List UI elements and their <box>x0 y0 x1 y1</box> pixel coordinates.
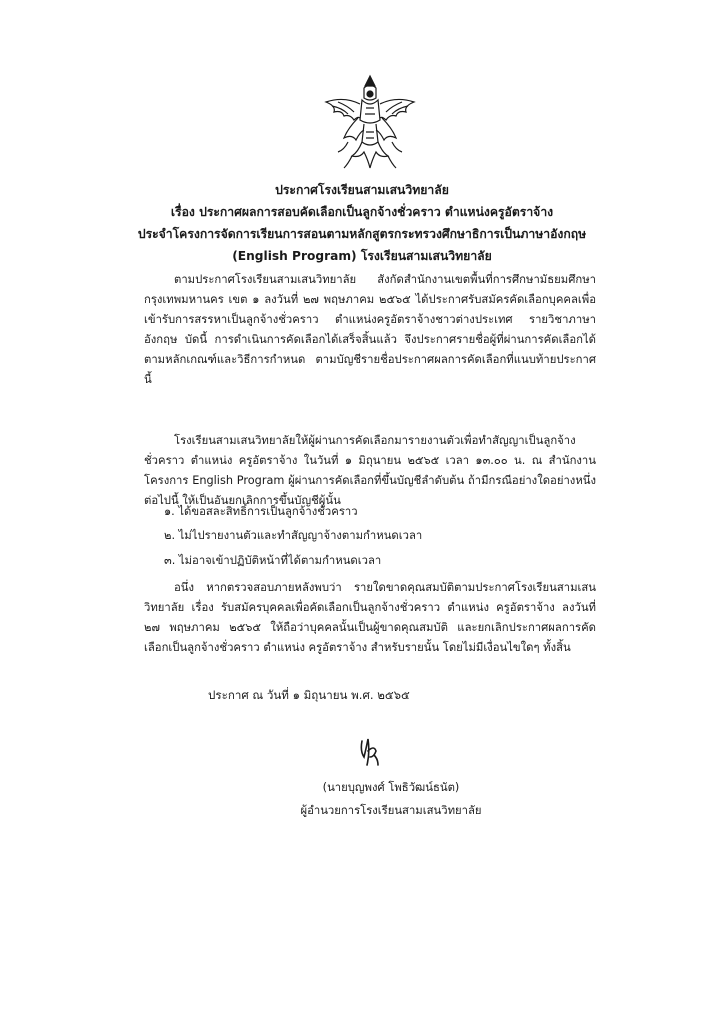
signer-name: (นายบุญพงศ์ โพธิวัฒน์ธนัต) <box>322 781 460 794</box>
paragraph-2-text: โรงเรียนสามเสนวิทยาลัยให้ผู้ผ่านการคัดเลือกมารายงานตัวเพื่อทำสัญญาเป็นลูกจ้างชั่วคราว ตำแหน่ง ครูอัตราจ้าง ในวันที่ ๑ มิถุนายน ๒๕๖๕ เวลา ๑๓.๐๐ น. ณ สำนักงานโครงการ English Program ผู้ผ่านการคัดเลือกที่ขึ้นบัญชีลำดับต้น ถ้ามีกรณีอย่างใดอย่างหนึ่งต่อไปนี้ ให้เป็นอันยกเลิกการขึ้นบัญชีผู้นั้น <box>144 434 596 507</box>
signer-title: ผู้อำนวยการโรงเรียนสามเสนวิทยาลัย <box>300 804 482 817</box>
heading-line-4: (English Program) โรงเรียนสามเสนวิทยาลัย <box>232 249 492 263</box>
garuda-emblem-icon <box>318 72 422 176</box>
body-paragraph-2 <box>144 431 596 511</box>
handwritten-signature-icon <box>356 735 382 769</box>
condition-item-3: ๓. ไม่อาจเข้าปฏิบัติหน้าที่ได้ตามกำหนดเวลา <box>164 554 382 567</box>
paragraph-3-text: อนึ่ง หากตรวจสอบภายหลังพบว่า รายใดขาดคุณสมบัติตามประกาศโรงเรียนสามเสนวิทยาลัย เรื่อง รับสมัครบุคคลเพื่อคัดเลือกเป็นลูกจ้างชั่วคราว ตำแหน่ง ครูอัตราจ้าง ลงวันที่ ๒๗ พฤษภาคม ๒๕๖๕ ให้ถือว่าบุคคลนั้นเป็นผู้ขาดคุณสมบัติ และยกเลิกประกาศผลการคัดเลือกเป็นลูกจ้างชั่วคราว ตำแหน่ง ครูอัตราจ้าง สำหรับรายนั้น โดยไม่มีเงื่อนไขใดๆ ทั้งสิ้น <box>144 581 596 654</box>
announcement-heading <box>0 179 724 267</box>
body-paragraph-1 <box>144 270 596 390</box>
condition-item-1: ๑. ได้ขอสละสิทธิ์การเป็นลูกจ้างชั่วคราว <box>164 505 358 518</box>
body-paragraph-3 <box>144 578 596 658</box>
heading-line-3: ประจำโครงการจัดการเรียนการสอนตามหลักสูตรกระทรวงศึกษาธิการเป็นภาษาอังกฤษ <box>137 227 587 241</box>
heading-line-1: ประกาศโรงเรียนสามเสนวิทยาลัย <box>275 183 449 197</box>
paragraph-1-text: ตามประกาศโรงเรียนสามเสนวิทยาลัย สังกัดสำนักงานเขตพื้นที่การศึกษามัธยมศึกษา กรุงเทพมหานคร เขต ๑ ลงวันที่ ๒๗ พฤษภาคม ๒๕๖๕ ได้ประกาศรับสมัครคัดเลือกบุคคลเพื่อเข้ารับการสรรหาเป็นลูกจ้างชั่วคราว ตำแหน่งครูอัตราจ้างชาวต่างประเทศ รายวิชาภาษาอังกฤษ บัดนี้ การดำเนินการคัดเลือกได้เสร็จสิ้นแล้ว จึงประกาศรายชื่อผู้ที่ผ่านการคัดเลือกได้ตามหลักเกณฑ์และวิธีการกำหนด ตามบัญชีรายชื่อประกาศผลการคัดเลือกที่แนบท้ายประกาศนี้ <box>144 273 596 386</box>
announcement-date: ประกาศ ณ วันที่ ๑ มิถุนายน พ.ศ. ๒๕๖๕ <box>208 688 410 702</box>
condition-item-2: ๒. ไม่ไปรายงานตัวและทำสัญญาจ้างตามกำหนดเวลา <box>164 529 423 542</box>
heading-line-2: เรื่อง ประกาศผลการสอบคัดเลือกเป็นลูกจ้างชั่วคราว ตำแหน่งครูอัตราจ้าง <box>170 205 554 219</box>
